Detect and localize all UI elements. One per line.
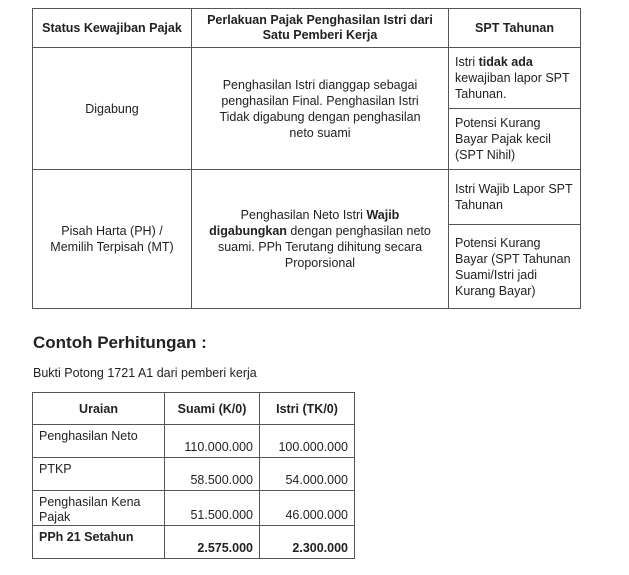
calc-suami: 51.500.000 xyxy=(165,491,260,526)
table-row xyxy=(33,458,355,491)
calc-label: PTKP xyxy=(33,458,165,491)
calc-label: Penghasilan Neto xyxy=(33,425,165,458)
example-title: Contoh Perhitungan : xyxy=(33,333,207,352)
pisah-harta-status: Pisah Harta (PH) / Memilih Terpisah (MT) xyxy=(33,170,192,309)
calc-istri: 100.000.000 xyxy=(260,425,355,458)
calc-label: PPh 21 Setahun xyxy=(33,526,165,559)
digabung-spt-1-suffix: kewajiban lapor SPT Tahunan. xyxy=(455,71,570,101)
calc-label: Penghasilan Kena Pajak xyxy=(33,491,165,526)
calc-header-uraian: Uraian xyxy=(33,393,165,425)
digabung-status: Digabung xyxy=(33,48,192,170)
digabung-spt-1-prefix: Istri xyxy=(455,55,479,69)
digabung-spt-1 xyxy=(449,48,581,109)
tax-status-table xyxy=(32,8,581,309)
header-spt: SPT Tahunan xyxy=(449,9,581,48)
pisah-harta-row xyxy=(33,170,581,225)
digabung-row xyxy=(33,48,581,109)
calc-istri: 2.300.000 xyxy=(260,526,355,559)
pisah-harta-spt-2: Potensi Kurang Bayar (SPT Tahunan Suami/Istri jadi Kurang Bayar) xyxy=(449,225,581,309)
pisah-harta-treatment-suffix: dengan penghasilan neto suami. PPh Terutang dihitung secara Proporsional xyxy=(217,224,431,270)
calculation-table xyxy=(32,392,355,559)
table-row xyxy=(33,526,355,559)
example-subtitle: Bukti Potong 1721 A1 dari pemberi kerja xyxy=(33,366,257,380)
calc-header-row xyxy=(33,393,355,425)
table-row xyxy=(33,425,355,458)
header-status: Status Kewajiban Pajak xyxy=(33,9,192,48)
table-row xyxy=(33,491,355,526)
pisah-harta-spt-1: Istri Wajib Lapor SPT Tahunan xyxy=(449,170,581,225)
calc-header-suami: Suami (K/0) xyxy=(165,393,260,425)
header-treatment: Perlakuan Pajak Penghasilan Istri dari Satu Pemberi Kerja xyxy=(192,9,449,48)
calc-suami: 58.500.000 xyxy=(165,458,260,491)
calc-header-istri: Istri (TK/0) xyxy=(260,393,355,425)
pisah-harta-treatment-prefix: Penghasilan Neto Istri xyxy=(240,208,367,222)
calc-istri: 54.000.000 xyxy=(260,458,355,491)
digabung-spt-2: Potensi Kurang Bayar Pajak kecil (SPT Nihil) xyxy=(449,109,581,170)
calc-suami: 110.000.000 xyxy=(165,425,260,458)
tax-status-header-row xyxy=(33,9,581,48)
pisah-harta-treatment-bold: Wajib digabungkan xyxy=(209,208,400,238)
digabung-spt-1-bold: tidak ada xyxy=(478,55,533,69)
calc-suami: 2.575.000 xyxy=(165,526,260,559)
calc-istri: 46.000.000 xyxy=(260,491,355,526)
pisah-harta-treatment xyxy=(192,170,449,309)
digabung-treatment: Penghasilan Istri dianggap sebagai penghasilan Final. Penghasilan Istri Tidak digabung dengan penghasilan neto suami xyxy=(192,48,449,170)
